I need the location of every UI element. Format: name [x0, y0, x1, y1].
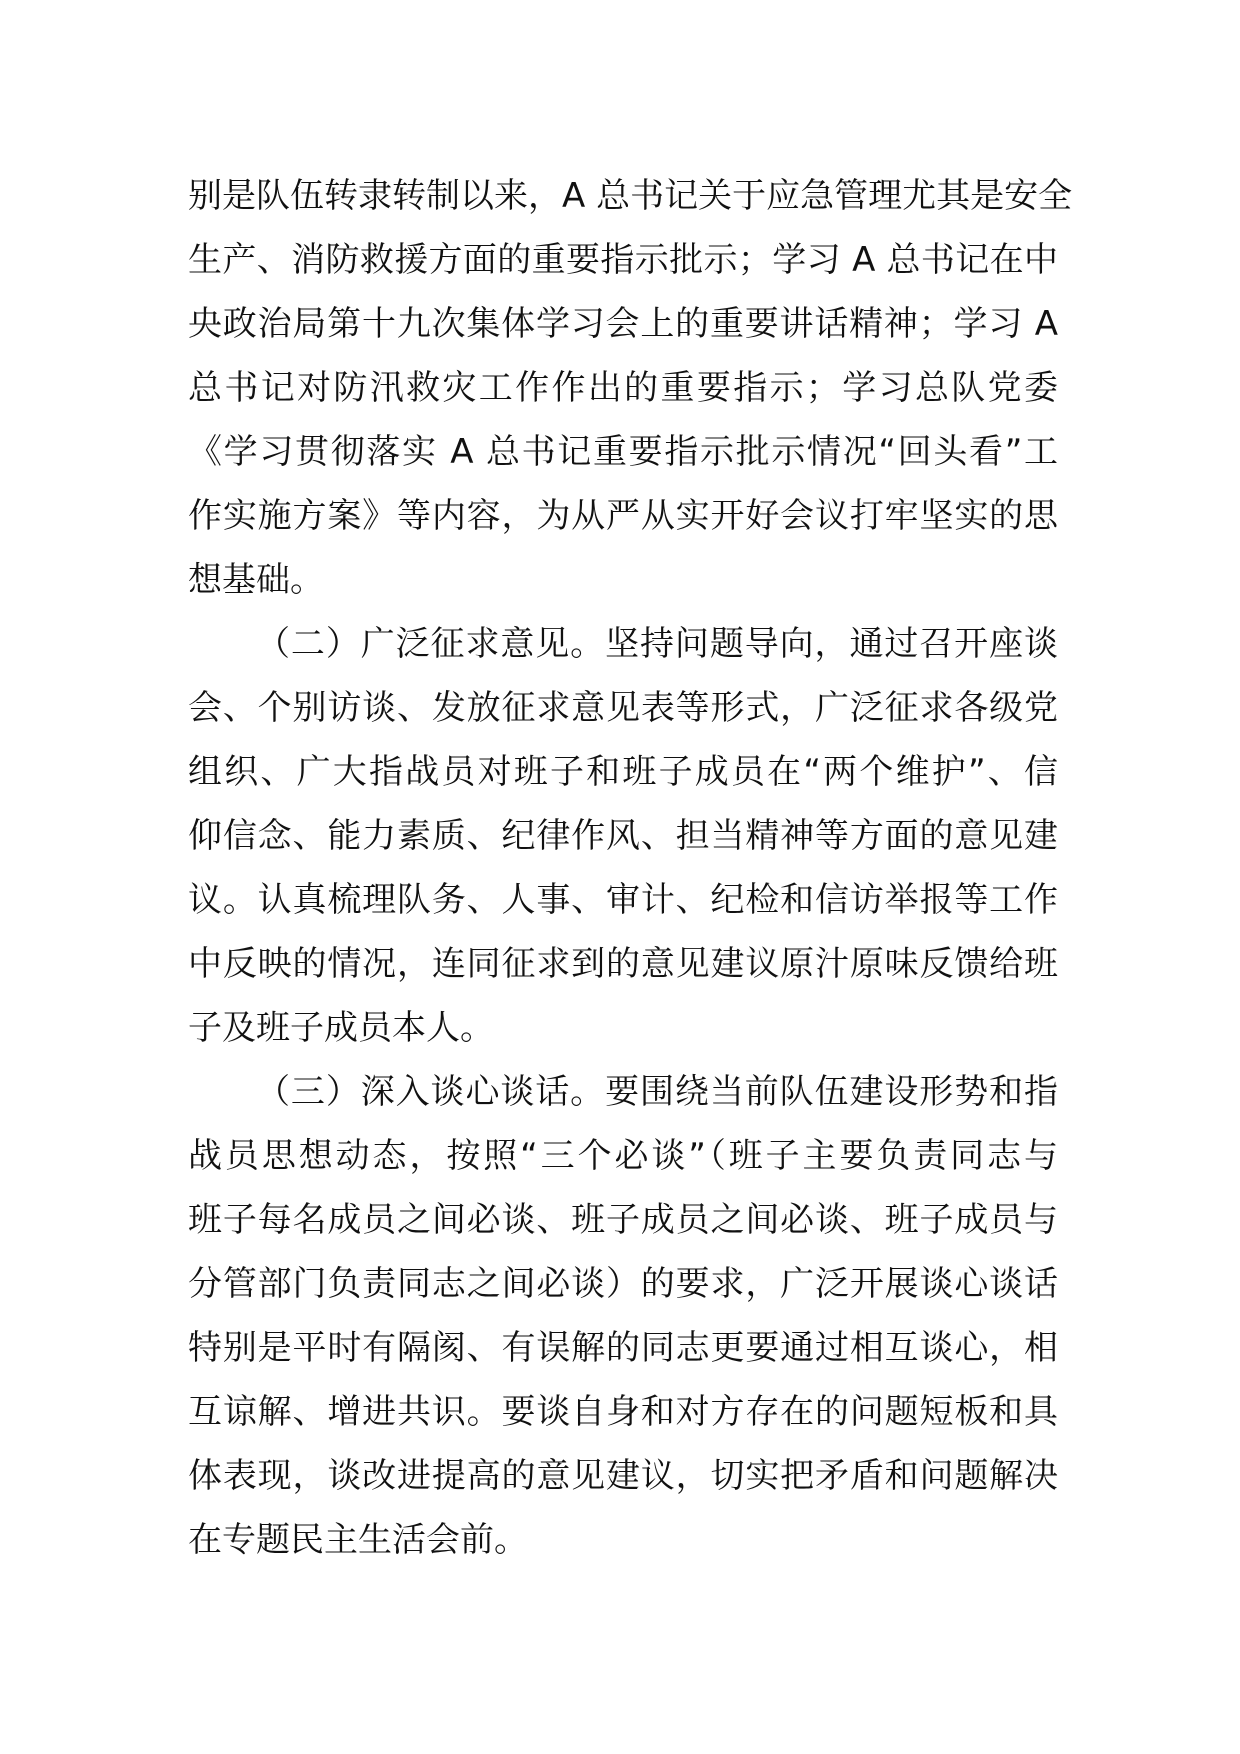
section-heading-line: （三）深入谈心谈话。要围绕当前队伍建设形势和指	[256, 1072, 1058, 1112]
text-line: 想基础。	[188, 560, 324, 600]
text-line: 议。认真梳理队务、人事、审计、纪检和信访举报等工作	[188, 880, 1058, 920]
document-body	[188, 164, 1073, 1572]
text-line: 作实施方案》等内容，为从严从实开好会议打牢坚实的思	[188, 496, 1058, 536]
text-line: 总书记对防汛救灾工作作出的重要指示；学习总队党委	[188, 368, 1058, 408]
text-line: 《学习贯彻落实 A 总书记重要指示批示情况“回头看”工	[188, 432, 1058, 472]
paragraph-solicit-opinions	[188, 612, 1058, 1060]
text-line: 仰信念、能力素质、纪律作风、担当精神等方面的意见建	[188, 816, 1058, 856]
text-line: 中反映的情况，连同征求到的意见建议原汁原味反馈给班	[188, 944, 1058, 984]
text-line: 特别是平时有隔阂、有误解的同志更要通过相互谈心，相	[188, 1328, 1058, 1368]
text-line: 会、个别访谈、发放征求意见表等形式，广泛征求各级党	[188, 688, 1058, 728]
text-line: 在专题民主生活会前。	[188, 1520, 528, 1560]
paragraph-study-content	[188, 164, 1073, 612]
paragraph-heart-to-heart-talks	[188, 1060, 1058, 1572]
text-line: 央政治局第十九次集体学习会上的重要讲话精神；学习 A	[188, 304, 1058, 344]
text-line: 别是队伍转隶转制以来，A 总书记关于应急管理尤其是安全	[188, 176, 1073, 216]
text-line: 互谅解、增进共识。要谈自身和对方存在的问题短板和具	[188, 1392, 1058, 1432]
text-line: 班子每名成员之间必谈、班子成员之间必谈、班子成员与	[188, 1200, 1058, 1240]
text-line: 分管部门负责同志之间必谈）的要求，广泛开展谈心谈话	[188, 1264, 1058, 1304]
text-line: 子及班子成员本人。	[188, 1008, 494, 1048]
text-line: 战员思想动态，按照“三个必谈”（班子主要负责同志与	[188, 1136, 1058, 1176]
text-line: 生产、消防救援方面的重要指示批示；学习 A 总书记在中	[188, 240, 1058, 280]
text-line: 组织、广大指战员对班子和班子成员在“两个维护”、信	[188, 752, 1058, 792]
text-line: 体表现，谈改进提高的意见建议，切实把矛盾和问题解决	[188, 1456, 1058, 1496]
section-heading-line: （二）广泛征求意见。坚持问题导向，通过召开座谈	[256, 624, 1058, 664]
